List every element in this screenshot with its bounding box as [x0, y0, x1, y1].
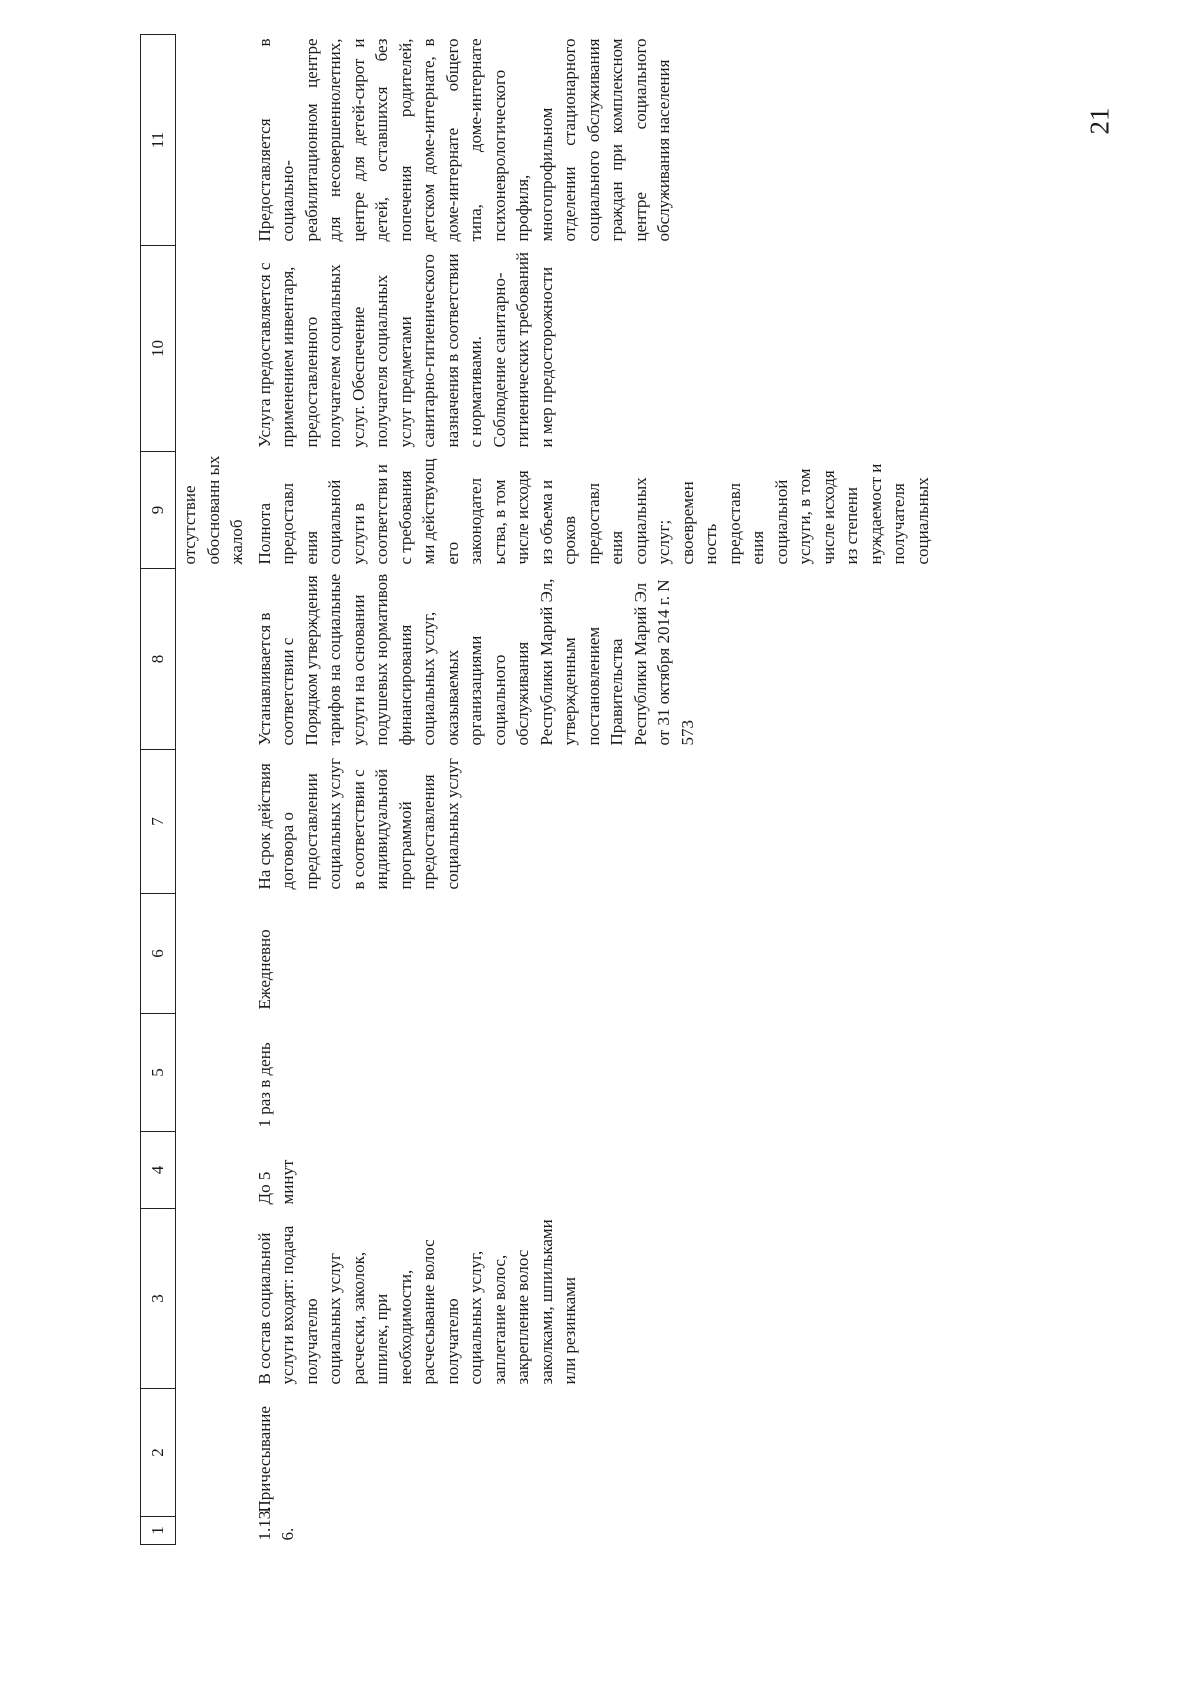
service-number: 1.13. 6. [254, 1506, 297, 1541]
social-services-table [140, 34, 936, 1545]
column-number: 9 [141, 452, 176, 569]
service-duration: До 5 минут [254, 1159, 297, 1205]
service-institutions: Предоставляется в социально-реабилитационном центре для несовершеннолетних, центре для детей-сирот и детей, оставшихся без попечения родителей, детском доме-интернате, в доме-интернате общего типа, доме-интернате психоневрологического профиля, многопрофильном отделении стационарного социального обслуживания граждан при комплексном центре социального обслуживания населения [254, 38, 673, 242]
column-number-row [141, 35, 176, 1545]
table-row [251, 35, 937, 1545]
service-quality-indicators: Полнота предоставл ения социальной услуги в соответстви и с требования ми действующ его законодател ьства, в том числе исходя из объема и сроков предоставл ения социальных услуг; своевремен ность предоставл ения социальной услуги, в том числе исходя из степени нуждаемост и получателя социальных [254, 458, 932, 565]
service-tariff: Устанавливается в соответствии с Порядком утверждения тарифов на социальные услуги на основании подушевых нормативов финансирования социальных услуг, оказываемых организациями социального обслуживания Республики Марий Эл, утвержденным постановлением Правительства Республики Марий Эл от 31 октября 2014 г. N 573 [254, 573, 697, 746]
column-number: 8 [141, 569, 176, 750]
column-number: 4 [141, 1132, 176, 1209]
column-number: 2 [141, 1389, 176, 1517]
service-term: На срок действия договора о предоставлении социальных услуг в соответствии с индивидуальной программой предоставления социальных услуг [254, 758, 462, 890]
rotated-table-container [140, 35, 1140, 1545]
column-number: 10 [141, 246, 176, 452]
carry-over-row [176, 35, 251, 1545]
service-frequency: 1 раз в день [254, 1042, 274, 1128]
column-number: 7 [141, 750, 176, 894]
page-number: 21 [1084, 107, 1115, 135]
service-name: Причесывание [254, 1406, 274, 1513]
column-number: 5 [141, 1014, 176, 1132]
column-number: 6 [141, 894, 176, 1014]
service-conditions: Услуга предоставляется с применением инвентаря, предоставленного получателем социальных услуг. Обеспечение получателя социальных услуг предметами санитарно-гигиенического назначения в соответствии с нормативами. Соблюдение санитарно-гигиенических требований и мер предосторожности [254, 251, 556, 448]
column-number: 1 [141, 1517, 176, 1545]
column-number: 11 [141, 35, 176, 246]
column-number: 3 [141, 1209, 176, 1389]
service-periodicity: Ежедневно [254, 929, 274, 1010]
service-description: В состав социальной услуги входят: подача получателю социальных услуг расчески, заколок, шпилек, при необходимости, расчесывание волос получателю социальных услуг, заплетание волос, закрепление волос заколками, шпильками или резинками [254, 1219, 579, 1385]
carry-over-quality-text: отсутствие обоснованн ых жалоб [180, 455, 246, 565]
